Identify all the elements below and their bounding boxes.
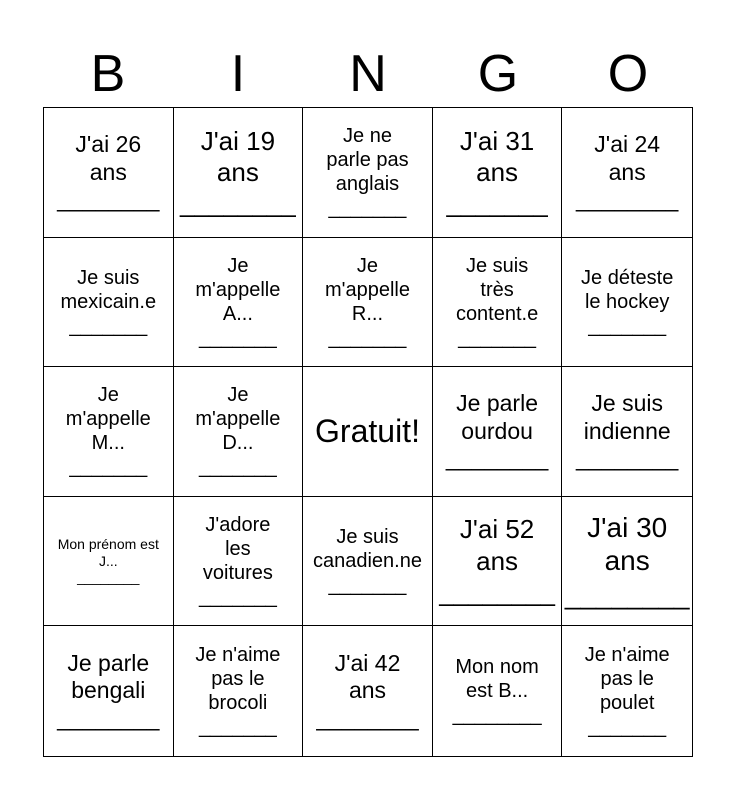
bingo-grid xyxy=(43,107,693,757)
cell-text: J'ai 42 ans ________ xyxy=(316,649,419,731)
bingo-cell[interactable] xyxy=(174,497,304,627)
bingo-cell[interactable] xyxy=(303,626,433,756)
cell-text: J'ai 24 ans ________ xyxy=(576,130,679,213)
cell-text: Mon prénom est J... ________ xyxy=(57,535,159,586)
bingo-cell[interactable] xyxy=(174,108,304,238)
cell-text: Je déteste le hockey _______ xyxy=(581,266,674,337)
cell-text: J'ai 30 ans ________ xyxy=(564,511,690,610)
bingo-cell[interactable] xyxy=(562,367,692,497)
bingo-cell[interactable] xyxy=(433,626,563,756)
cell-text: Je parle ourdou ________ xyxy=(445,390,549,472)
bingo-cell[interactable] xyxy=(562,238,692,368)
bingo-cell[interactable] xyxy=(303,367,433,497)
cell-text: Je parle bengali ________ xyxy=(57,649,160,731)
bingo-cell[interactable] xyxy=(433,108,563,238)
bingo-header xyxy=(43,40,693,108)
cell-text: Je suis indienne ________ xyxy=(576,390,679,472)
header-letter-n: N xyxy=(349,45,387,103)
free-space-label: Gratuit! xyxy=(315,413,420,450)
bingo-cell[interactable] xyxy=(174,626,304,756)
cell-text: Mon nom est B... ________ xyxy=(452,656,542,727)
bingo-cell[interactable] xyxy=(44,367,174,497)
cell-text: Je m'appelle M... _______ xyxy=(65,384,151,479)
cell-text: Je m'appelle R... _______ xyxy=(325,254,410,349)
cell-text: Je m'appelle D... _______ xyxy=(195,384,281,479)
cell-text: Je suis très content.e _______ xyxy=(455,254,539,349)
cell-text: Je n'aime pas le brocoli _______ xyxy=(195,644,281,739)
cell-text: Je ne parle pas anglais _______ xyxy=(326,125,409,220)
bingo-cell[interactable] xyxy=(174,367,304,497)
cell-text: Je m'appelle A... _______ xyxy=(195,254,281,349)
bingo-cell[interactable] xyxy=(433,367,563,497)
cell-text: Je suis canadien.ne _______ xyxy=(313,526,422,597)
header-letter-b: B xyxy=(90,45,126,103)
bingo-cell[interactable] xyxy=(303,497,433,627)
bingo-cell[interactable] xyxy=(562,626,692,756)
bingo-cell[interactable] xyxy=(562,497,692,627)
bingo-cell[interactable] xyxy=(562,108,692,238)
cell-text: Je suis mexicain.e _______ xyxy=(60,266,157,337)
bingo-cell[interactable] xyxy=(433,238,563,368)
bingo-cell[interactable] xyxy=(44,497,174,627)
bingo-cell[interactable] xyxy=(44,626,174,756)
bingo-cell[interactable] xyxy=(44,108,174,238)
bingo-cell[interactable] xyxy=(303,238,433,368)
cell-text: J'ai 52 ans ________ xyxy=(439,514,555,607)
header-letter-o: O xyxy=(607,45,649,103)
bingo-cell[interactable] xyxy=(433,497,563,627)
header-letter-i: I xyxy=(230,45,246,103)
bingo-cell[interactable] xyxy=(303,108,433,238)
cell-text: J'ai 26 ans ________ xyxy=(57,130,160,213)
header-letter-g: G xyxy=(477,45,519,103)
cell-text: J'ai 19 ans ________ xyxy=(180,125,296,218)
cell-text: Je n'aime pas le poulet _______ xyxy=(584,644,670,739)
cell-text: J'ai 31 ans _______ xyxy=(446,125,548,218)
bingo-cell[interactable] xyxy=(174,238,304,368)
cell-text: J'adore les voitures _______ xyxy=(198,514,277,609)
bingo-cell[interactable] xyxy=(44,238,174,368)
